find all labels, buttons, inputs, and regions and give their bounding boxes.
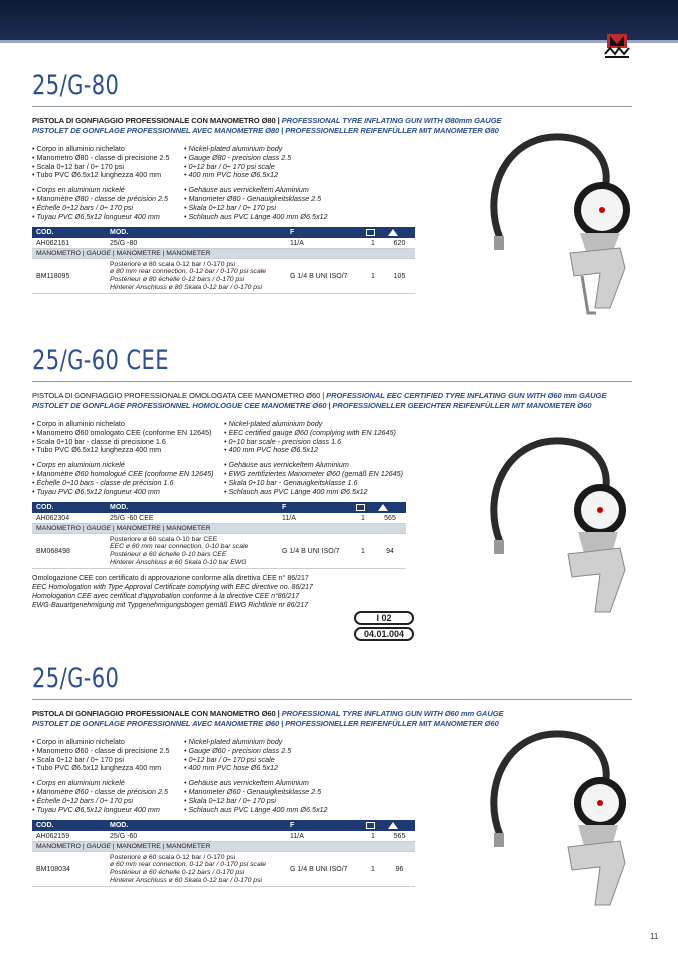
- table-row: [32, 258, 415, 293]
- cell-description: [106, 258, 286, 293]
- cell-f: 11/A: [286, 238, 362, 248]
- heading-it: PISTOLA DI GONFIAGGIO PROFESSIONALE CON MANOMETRO Ø60 |: [32, 709, 282, 718]
- bullet: • Skala 0÷12 bar / 0÷ 170 psi: [184, 204, 434, 213]
- bullet: • Manometro Ø60 - classe di precisione 2.5: [32, 747, 184, 756]
- approval-line: Homologation CEE avec certificat d'approbation conforme à la directive CEE n°86/217: [32, 593, 300, 601]
- bullet: • Tubo PVC Ø6.5x12 lunghezza 400 mm: [32, 764, 184, 773]
- section-title: 25/G-80: [32, 70, 120, 101]
- bullet: • Corps en aluminium nickelé: [32, 779, 184, 788]
- cell-f: G 1/4 B UNI ISO/7: [286, 851, 362, 886]
- col-header-weight: [384, 227, 415, 238]
- col-header-f: F: [278, 502, 352, 513]
- section-rule: [32, 106, 632, 107]
- cell-weight: 96: [384, 851, 415, 886]
- bullet: • Corpo in alluminio nichelato: [32, 420, 224, 429]
- col-header-qty: [362, 820, 384, 831]
- group-label: MANOMETRO |: [36, 842, 87, 850]
- cell-cod: BM068498: [32, 533, 106, 568]
- desc-line: Posteriore ø 60 scala 0-12 bar / 0-170 psi: [110, 853, 236, 861]
- bullet: • Échelle 0÷10 bars - classe de précision 1.6: [32, 479, 224, 488]
- bullet: • Nickel-plated aluminium body: [184, 145, 434, 154]
- bullet: • Tubo PVC Ø6.5x12 lunghezza 400 mm: [32, 171, 184, 180]
- heading-en: PROFESSIONAL TYRE INFLATING GUN WITH Ø80mm GAUGE: [281, 116, 502, 125]
- heading-en: PROFESSIONAL TYRE INFLATING GUN WITH Ø60 mm GAUGE: [281, 709, 504, 718]
- col-header-weight: [374, 502, 406, 513]
- heading-fr-de: PISTOLET DE GONFLAGE PROFESSIONNEL AVEC MANOMETRE Ø80 | PROFESSIONELLER REIFENFÜLLER MIT MANOMETER Ø80: [32, 126, 499, 135]
- table-row: [32, 238, 415, 248]
- col-header-mod: MOD.: [106, 502, 278, 513]
- col-header-qty: [362, 227, 384, 238]
- feature-bullets: [32, 145, 442, 221]
- tyre-inflating-gun-60-image: [470, 705, 640, 935]
- cell-cod: AH062304: [32, 513, 106, 523]
- desc-line: Postérieur ø 60 échelle 0-12 bars / 0-170 psi: [110, 869, 245, 877]
- bullet: • Gehäuse aus vernickeltem Aluminium: [184, 186, 434, 195]
- group-label: | MANOMETRE | MANOMETER: [111, 249, 211, 257]
- bullet: • Manomètre Ø60 - classe de précision 2.5: [32, 788, 184, 797]
- page-number: 11: [650, 932, 659, 941]
- cell-description: [106, 851, 286, 886]
- desc-line: ø 60 mm rear connection, 0-12 bar / 0-170 psi scale: [110, 861, 267, 869]
- table-row: [32, 831, 415, 841]
- bullet: • Tuyau PVC Ø6,5x12 longueur 400 mm: [32, 806, 184, 815]
- approval-line: EEC Homologation with Type Approval Certificate complying with EEC directive no. 86/217: [32, 584, 313, 592]
- bullet: • Corps en aluminium nickelé: [32, 461, 224, 470]
- desc-line: Hinterer Anschluss ø 60 Skala 0-12 bar / 0-170 psi: [110, 876, 262, 884]
- bullet: • Scala 0÷12 bar / 0÷ 170 psi: [32, 163, 184, 172]
- cell-f: 11/A: [278, 513, 352, 523]
- bullet: • EEC certified gauge Ø60 (complying with EN 12645): [224, 429, 454, 438]
- bullet: • 400 mm PVC hose Ø6.5x12: [184, 171, 434, 180]
- eec-mark-number: 04.01.004: [354, 627, 414, 641]
- bullet: • Scala 0÷12 bar / 0÷ 170 psi: [32, 756, 184, 765]
- desc-line: Postérieur ø 60 échelle 0-10 bars CEE: [110, 551, 227, 559]
- cell-f: G 1/4 B UNI ISO/7: [278, 533, 352, 568]
- col-header-qty: [352, 502, 374, 513]
- section-title: 25/G-60 CEE: [32, 345, 169, 376]
- bullet: • Schlauch aus PVC Länge 400 mm Ø6.5x12: [184, 806, 434, 815]
- group-row: [32, 248, 415, 258]
- bullet: • Manomètre Ø80 - classe de précision 2.5: [32, 195, 184, 204]
- heading-it: PISTOLA DI GONFIAGGIO PROFESSIONALE CON MANOMETRO Ø80 |: [32, 116, 282, 125]
- cell-weight: 105: [384, 258, 415, 293]
- bullet: • Manometer Ø80 - Genauigkeitsklasse 2.5: [184, 195, 434, 204]
- col-header-mod: MOD.: [106, 820, 286, 831]
- desc-line: ø 80 mm rear connection, 0-12 bar / 0-170 psi scale: [110, 268, 267, 276]
- bullet: • Corpo in alluminio nichelato: [32, 145, 184, 154]
- bullet: • Manometro Ø80 - classe di precisione 2.5: [32, 154, 184, 163]
- col-header-mod: MOD.: [106, 227, 286, 238]
- heading-fr-de: PISTOLET DE GONFLAGE PROFESSIONNEL HOMOLOGUE CEE MANOMETRE Ø60 | PROFESSIONELLER GEEICHTER REIFENFÜLLER MIT MANOMETER Ø60: [32, 401, 592, 410]
- section-title: 25/G-60: [32, 663, 120, 694]
- cell-qty: 1: [352, 513, 374, 523]
- group-label: GAUGE: [86, 524, 112, 532]
- group-label: | MANOMETRE | MANOMETER: [111, 524, 211, 532]
- bullet: • 400 mm PVC hose Ø6.5x12: [224, 446, 454, 455]
- col-header-cod: COD.: [32, 820, 106, 831]
- cell-mod: 25/G -80: [106, 238, 286, 248]
- bullet: • Tubo PVC Ø6.5x12 lunghezza 400 mm: [32, 446, 224, 455]
- cell-weight: 620: [384, 238, 415, 248]
- bullet: • Corps en aluminium nickelé: [32, 186, 184, 195]
- section-rule: [32, 699, 632, 700]
- col-header-cod: COD.: [32, 502, 106, 513]
- weight-icon: [388, 229, 398, 236]
- bullet: • Corpo in alluminio nichelato: [32, 738, 184, 747]
- group-row: [32, 523, 406, 533]
- bullet: • Schlauch aus PVC Länge 400 mm Ø6.5x12: [184, 213, 434, 222]
- cell-description: [106, 533, 278, 568]
- product-table: [32, 227, 415, 294]
- tyre-inflating-gun-80-image: [470, 108, 640, 338]
- bullet: • Skala 0÷10 bar - Genauigkeitsklasse 1.6: [224, 479, 454, 488]
- cell-qty: 1: [362, 831, 384, 841]
- col-header-f: F: [286, 820, 362, 831]
- product-table: [32, 502, 406, 569]
- desc-line: Hinterer Anschluss ø 80 Skala 0-12 bar / 0-170 psi: [110, 283, 262, 291]
- col-header-f: F: [286, 227, 362, 238]
- cell-weight: 94: [374, 533, 406, 568]
- desc-line: Hinterer Anschluss ø 60 Skala 0-10 bar EWG: [110, 558, 247, 566]
- cell-cod: BM118095: [32, 258, 106, 293]
- bullet: • Nickel-plated aluminium body: [184, 738, 434, 747]
- col-header-cod: COD.: [32, 227, 106, 238]
- header-rule: [0, 40, 678, 43]
- section-heading: [32, 391, 632, 411]
- cell-qty: 1: [362, 258, 384, 293]
- feature-bullets: [32, 420, 442, 496]
- bullet: • 0÷10 bar scale - precision class 1.6: [224, 438, 454, 447]
- heading-fr-de: PISTOLET DE GONFLAGE PROFESSIONNEL AVEC MANOMETRE Ø60 | PROFESSIONELLER REIFENFÜLLER MIT MANOMETER Ø60: [32, 719, 499, 728]
- approval-line: EWG-Bauartgenehmigung mit Typgenehmigungsbogen gemäß EWG Richtlinie nr 86/217: [32, 602, 309, 610]
- group-label: GAUGE: [86, 249, 112, 257]
- desc-line: EEC ø 60 mm rear connection, 0-10 bar scale: [110, 543, 249, 551]
- bullet: • 0÷12 bar / 0÷ 170 psi scale: [184, 756, 434, 765]
- approval-line: Omologazione CEE con certificato di approvazione conforme alla direttiva CEE n° 86/217: [32, 575, 309, 583]
- group-row: [32, 841, 415, 851]
- bullet: • Tuyau PVC Ø6,5x12 longueur 400 mm: [32, 213, 184, 222]
- section-rule: [32, 381, 632, 382]
- weight-icon: [388, 822, 398, 829]
- group-label: | MANOMETRE | MANOMETER: [111, 842, 211, 850]
- bullet: • Gauge Ø60 - precision class 2.5: [184, 747, 434, 756]
- header-band: [0, 0, 678, 40]
- desc-line: Postérieur ø 80 échelle 0-12 bars / 0-170 psi: [110, 276, 245, 284]
- bullet: • Échelle 0÷12 bars / 0÷ 170 psi: [32, 204, 184, 213]
- cell-cod: BM108034: [32, 851, 106, 886]
- heading-it: PISTOLA DI GONFIAGGIO PROFESSIONALE OMOLOGATA CEE MANOMETRO Ø60 |: [32, 391, 327, 400]
- bullet: • Tuyau PVC Ø6,5x12 longueur 400 mm: [32, 488, 224, 497]
- group-label: GAUGE: [86, 842, 112, 850]
- cell-weight: 565: [374, 513, 406, 523]
- desc-line: Posteriore ø 60 scala 0-10 bar CEE: [110, 535, 218, 543]
- bullet: • Schlauch aus PVC Länge 400 mm Ø6.5x12: [224, 488, 454, 497]
- bullet: • Gauge Ø80 - precision class 2.5: [184, 154, 434, 163]
- table-row: [32, 513, 406, 523]
- package-icon: [366, 822, 375, 829]
- heading-en: PROFESSIONAL EEC CERTIFIED TYRE INFLATING GUN WITH Ø60 mm GAUGE: [326, 391, 607, 400]
- weight-icon: [378, 504, 388, 511]
- cell-weight: 565: [384, 831, 415, 841]
- bullet: • Gehäuse aus vernickeltem Aluminium: [184, 779, 434, 788]
- eec-mark-code: I 02: [354, 611, 414, 625]
- desc-line: Posteriore ø 80 scala 0-12 bar / 0-170 psi: [110, 260, 236, 268]
- bullet: • Scala 0÷10 bar - classe di precisione 1.6: [32, 438, 224, 447]
- bullet: • Nickel-plated aluminium body: [224, 420, 454, 429]
- table-row: [32, 851, 415, 886]
- cell-f: 11/A: [286, 831, 362, 841]
- bullet: • 400 mm PVC hose Ø6.5x12: [184, 764, 434, 773]
- cell-qty: 1: [362, 851, 384, 886]
- bullet: • Gehäuse aus vernickeltem Aluminium: [224, 461, 454, 470]
- bullet: • Manometro Ø60 omologato CEE (conforme EN 12645): [32, 429, 224, 438]
- group-label: MANOMETRO |: [36, 249, 87, 257]
- bullet: • 0÷12 bar / 0÷ 170 psi scale: [184, 163, 434, 172]
- cell-cod: AH062161: [32, 238, 106, 248]
- cell-mod: 25/G -60: [106, 831, 286, 841]
- bullet: • Échelle 0÷12 bars / 0÷ 170 psi: [32, 797, 184, 806]
- group-label: MANOMETRO |: [36, 524, 87, 532]
- package-icon: [366, 229, 375, 236]
- cell-f: G 1/4 B UNI ISO/7: [286, 258, 362, 293]
- cell-mod: 25/G -60 CEE: [106, 513, 278, 523]
- package-icon: [356, 504, 365, 511]
- product-table: [32, 820, 415, 887]
- bullet: • Manometer Ø60 - Genauigkeitsklasse 2.5: [184, 788, 434, 797]
- bullet: • Skala 0÷12 bar / 0÷ 170 psi: [184, 797, 434, 806]
- cell-qty: 1: [362, 238, 384, 248]
- feature-bullets: [32, 738, 442, 814]
- brand-logo-icon: [602, 32, 632, 62]
- cell-qty: 1: [352, 533, 374, 568]
- tyre-inflating-gun-60-cee-image: [470, 412, 640, 642]
- col-header-weight: [384, 820, 415, 831]
- table-row: [32, 533, 406, 568]
- bullet: • EWG zertifiziertes Manometer Ø60 (gemäß EN 12645): [224, 470, 454, 479]
- cell-cod: AH062159: [32, 831, 106, 841]
- bullet: • Manomètre Ø60 homologué CEE (conforme EN 12645): [32, 470, 224, 479]
